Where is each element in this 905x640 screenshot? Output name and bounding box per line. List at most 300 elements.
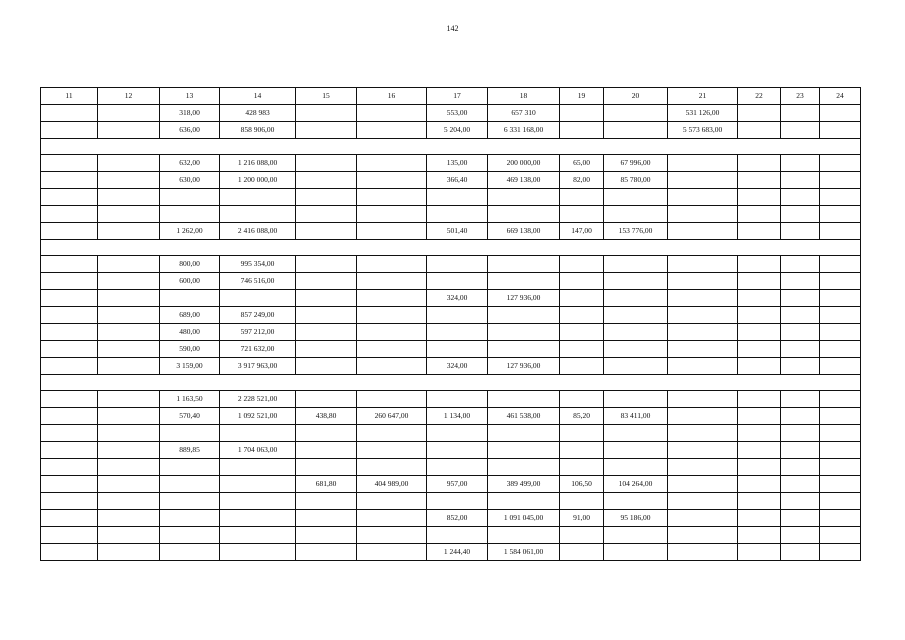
table-cell <box>160 425 220 442</box>
table-cell <box>738 493 781 510</box>
table-cell: 2 228 521,00 <box>220 391 296 408</box>
table-cell <box>220 206 296 223</box>
table-cell <box>820 358 861 375</box>
table-cell <box>560 307 604 324</box>
table-cell <box>98 341 160 358</box>
table-cell <box>98 273 160 290</box>
table-cell: 2 416 088,00 <box>220 223 296 240</box>
table-cell: 3 159,00 <box>160 358 220 375</box>
table-row <box>41 425 861 442</box>
table-cell <box>560 256 604 273</box>
table-cell <box>357 324 427 341</box>
table-cell <box>41 223 98 240</box>
column-header-13: 13 <box>160 88 220 105</box>
table-cell <box>738 223 781 240</box>
table-cell <box>427 425 488 442</box>
table-row <box>41 391 861 408</box>
table-row <box>41 206 861 223</box>
table-cell: 135,00 <box>427 155 488 172</box>
table-cell <box>560 527 604 544</box>
section-separator-row <box>41 139 861 155</box>
table-cell <box>820 307 861 324</box>
table-cell <box>427 273 488 290</box>
table-cell <box>668 341 738 358</box>
table-cell <box>41 105 98 122</box>
table-cell <box>160 290 220 307</box>
table-cell: 85 780,00 <box>604 172 668 189</box>
table-cell <box>560 391 604 408</box>
table-cell <box>738 544 781 561</box>
table-cell <box>41 172 98 189</box>
table-cell <box>604 527 668 544</box>
table-cell <box>41 476 98 493</box>
table-cell: 531 126,00 <box>668 105 738 122</box>
table-cell: 260 647,00 <box>357 408 427 425</box>
table-cell <box>357 189 427 206</box>
table-cell <box>738 155 781 172</box>
table-cell <box>41 290 98 307</box>
table-cell <box>357 223 427 240</box>
table-cell <box>41 459 98 476</box>
table-row <box>41 341 861 358</box>
table-cell: 957,00 <box>427 476 488 493</box>
table-cell <box>781 476 820 493</box>
table-cell <box>357 391 427 408</box>
table-cell: 480,00 <box>160 324 220 341</box>
table-cell <box>604 122 668 139</box>
column-header-17: 17 <box>427 88 488 105</box>
column-header-15: 15 <box>296 88 357 105</box>
table-cell: 153 776,00 <box>604 223 668 240</box>
table-cell: 104 264,00 <box>604 476 668 493</box>
table-cell: 1 216 088,00 <box>220 155 296 172</box>
table-cell <box>488 493 560 510</box>
table-cell <box>357 155 427 172</box>
table-row <box>41 105 861 122</box>
table-cell <box>781 324 820 341</box>
table-row <box>41 358 861 375</box>
table-cell <box>488 256 560 273</box>
table-cell <box>41 189 98 206</box>
table-cell <box>98 189 160 206</box>
table-cell <box>220 290 296 307</box>
table-row <box>41 442 861 459</box>
table-cell <box>781 307 820 324</box>
data-table <box>40 87 861 561</box>
table-cell <box>820 122 861 139</box>
table-cell: 147,00 <box>560 223 604 240</box>
table-cell <box>738 256 781 273</box>
table-cell <box>820 544 861 561</box>
table-cell <box>296 341 357 358</box>
column-header-16: 16 <box>357 88 427 105</box>
table-cell <box>488 273 560 290</box>
table-cell: 721 632,00 <box>220 341 296 358</box>
table-cell <box>160 493 220 510</box>
table-cell <box>820 391 861 408</box>
table-cell <box>98 493 160 510</box>
table-cell: 1 704 063,00 <box>220 442 296 459</box>
table-cell <box>781 527 820 544</box>
table-cell: 67 996,00 <box>604 155 668 172</box>
page-number: 142 <box>446 24 459 33</box>
table-cell <box>668 155 738 172</box>
table-cell <box>296 122 357 139</box>
table-cell: 889,85 <box>160 442 220 459</box>
table-cell <box>41 493 98 510</box>
table-cell <box>98 324 160 341</box>
table-cell <box>781 105 820 122</box>
table-cell: 389 499,00 <box>488 476 560 493</box>
table-cell <box>781 459 820 476</box>
table-cell <box>160 206 220 223</box>
table-cell: 600,00 <box>160 273 220 290</box>
table-cell <box>668 408 738 425</box>
table-cell <box>738 391 781 408</box>
table-cell: 657 310 <box>488 105 560 122</box>
table-cell <box>604 189 668 206</box>
table-cell <box>296 290 357 307</box>
table-cell: 746 516,00 <box>220 273 296 290</box>
table-cell <box>604 391 668 408</box>
table-cell <box>160 476 220 493</box>
table-cell <box>668 290 738 307</box>
table-cell <box>604 493 668 510</box>
table-cell <box>296 223 357 240</box>
table-cell <box>738 358 781 375</box>
table-cell: 1 200 000,00 <box>220 172 296 189</box>
table-cell <box>738 206 781 223</box>
table-cell <box>560 290 604 307</box>
table-cell <box>41 206 98 223</box>
column-header-20: 20 <box>604 88 668 105</box>
table-cell: 570,40 <box>160 408 220 425</box>
table-cell <box>98 358 160 375</box>
table-cell <box>668 510 738 527</box>
table-cell <box>604 544 668 561</box>
table-cell: 5 573 683,00 <box>668 122 738 139</box>
table-cell <box>427 442 488 459</box>
table-cell <box>41 408 98 425</box>
table-cell: 857 249,00 <box>220 307 296 324</box>
table-cell <box>738 105 781 122</box>
table-cell <box>296 155 357 172</box>
table-cell <box>820 273 861 290</box>
table-cell <box>357 510 427 527</box>
table-cell: 6 331 168,00 <box>488 122 560 139</box>
table-row <box>41 493 861 510</box>
table-cell <box>41 273 98 290</box>
table-cell <box>781 172 820 189</box>
column-header-row <box>41 88 861 105</box>
table-cell <box>820 425 861 442</box>
table-cell <box>160 189 220 206</box>
table-cell <box>604 358 668 375</box>
column-header-21: 21 <box>668 88 738 105</box>
table-cell <box>738 476 781 493</box>
table-cell <box>820 442 861 459</box>
table-cell <box>98 155 160 172</box>
table-cell <box>296 358 357 375</box>
table-cell <box>357 122 427 139</box>
table-cell <box>738 527 781 544</box>
table-cell <box>160 459 220 476</box>
table-cell: 106,50 <box>560 476 604 493</box>
table-cell: 858 906,00 <box>220 122 296 139</box>
table-cell <box>98 172 160 189</box>
table-cell: 800,00 <box>160 256 220 273</box>
table-cell: 318,00 <box>160 105 220 122</box>
table-cell <box>668 358 738 375</box>
table-cell <box>668 206 738 223</box>
table-cell <box>668 307 738 324</box>
table-cell <box>820 510 861 527</box>
table-cell <box>296 307 357 324</box>
table-cell <box>357 273 427 290</box>
table-cell <box>296 324 357 341</box>
table-cell: 3 917 963,00 <box>220 358 296 375</box>
table-row <box>41 189 861 206</box>
table-cell <box>357 172 427 189</box>
table-cell <box>781 223 820 240</box>
table-cell <box>738 172 781 189</box>
table-cell: 91,00 <box>560 510 604 527</box>
column-header-14: 14 <box>220 88 296 105</box>
table-cell <box>160 510 220 527</box>
table-cell <box>41 425 98 442</box>
table-cell <box>296 510 357 527</box>
table-cell <box>488 307 560 324</box>
table-cell <box>604 105 668 122</box>
table-cell <box>738 273 781 290</box>
table-cell: 995 354,00 <box>220 256 296 273</box>
table-cell <box>296 527 357 544</box>
table-cell <box>41 391 98 408</box>
table-cell <box>738 442 781 459</box>
table-cell <box>98 544 160 561</box>
table-cell <box>781 273 820 290</box>
table-cell: 95 186,00 <box>604 510 668 527</box>
table-cell <box>738 510 781 527</box>
table-cell <box>668 324 738 341</box>
table-cell <box>98 459 160 476</box>
table-cell <box>668 223 738 240</box>
table-cell <box>668 391 738 408</box>
table-cell <box>560 358 604 375</box>
table-cell <box>604 256 668 273</box>
table-cell <box>427 341 488 358</box>
table-cell: 553,00 <box>427 105 488 122</box>
table-cell <box>296 105 357 122</box>
table-cell <box>820 341 861 358</box>
table-body <box>41 105 861 561</box>
table-cell <box>560 425 604 442</box>
table-cell <box>820 256 861 273</box>
separator-cell <box>41 375 861 391</box>
table-cell <box>668 544 738 561</box>
table-cell <box>220 425 296 442</box>
table-cell <box>820 324 861 341</box>
table-cell <box>488 206 560 223</box>
table-cell <box>820 408 861 425</box>
table-cell <box>41 307 98 324</box>
table-cell <box>604 206 668 223</box>
table-cell <box>98 105 160 122</box>
table-cell <box>820 189 861 206</box>
table-cell <box>560 122 604 139</box>
table-cell <box>296 273 357 290</box>
table-cell <box>98 425 160 442</box>
table-cell: 632,00 <box>160 155 220 172</box>
table-cell <box>296 544 357 561</box>
table-cell <box>781 341 820 358</box>
table-cell <box>357 358 427 375</box>
column-header-12: 12 <box>98 88 160 105</box>
table-cell <box>98 256 160 273</box>
table-cell <box>427 307 488 324</box>
table-cell <box>781 391 820 408</box>
table-cell <box>668 442 738 459</box>
table-cell <box>296 189 357 206</box>
table-cell <box>668 256 738 273</box>
table-row <box>41 155 861 172</box>
table-row <box>41 324 861 341</box>
table-cell: 636,00 <box>160 122 220 139</box>
table-cell <box>604 442 668 459</box>
table-cell <box>357 105 427 122</box>
table-row <box>41 122 861 139</box>
table-cell <box>98 391 160 408</box>
table-cell <box>98 290 160 307</box>
table-cell <box>98 122 160 139</box>
table-cell <box>820 105 861 122</box>
table-cell <box>781 189 820 206</box>
column-header-22: 22 <box>738 88 781 105</box>
table-cell <box>820 206 861 223</box>
table-cell <box>738 122 781 139</box>
table-cell <box>781 358 820 375</box>
table-cell <box>98 527 160 544</box>
table-cell <box>604 273 668 290</box>
table-cell <box>220 459 296 476</box>
table-cell: 404 989,00 <box>357 476 427 493</box>
table-cell <box>738 189 781 206</box>
table-cell <box>668 527 738 544</box>
table-cell <box>781 290 820 307</box>
table-cell <box>220 510 296 527</box>
table-cell <box>427 527 488 544</box>
table-cell <box>160 544 220 561</box>
table-cell <box>668 425 738 442</box>
table-cell: 689,00 <box>160 307 220 324</box>
table-cell <box>357 256 427 273</box>
table-cell <box>357 459 427 476</box>
table-cell <box>357 341 427 358</box>
table-cell <box>604 290 668 307</box>
table-cell <box>41 442 98 459</box>
table-row <box>41 172 861 189</box>
column-header-11: 11 <box>41 88 98 105</box>
table-cell <box>488 341 560 358</box>
table-cell <box>668 459 738 476</box>
table-cell: 1 163,50 <box>160 391 220 408</box>
table-cell <box>488 527 560 544</box>
table-cell <box>560 442 604 459</box>
table-cell <box>738 324 781 341</box>
separator-cell <box>41 240 861 256</box>
table-cell <box>357 206 427 223</box>
table-row <box>41 459 861 476</box>
table-row <box>41 307 861 324</box>
table-cell <box>781 155 820 172</box>
table-cell <box>781 510 820 527</box>
table-cell <box>488 425 560 442</box>
table-cell: 1 092 521,00 <box>220 408 296 425</box>
table-cell <box>668 476 738 493</box>
table-cell <box>820 172 861 189</box>
table-cell: 85,20 <box>560 408 604 425</box>
table-cell <box>98 307 160 324</box>
table-cell <box>604 459 668 476</box>
table-cell: 366,40 <box>427 172 488 189</box>
table-cell <box>560 324 604 341</box>
table-cell <box>560 341 604 358</box>
table-cell <box>668 172 738 189</box>
table-cell <box>820 476 861 493</box>
table-cell <box>41 544 98 561</box>
table-cell <box>604 307 668 324</box>
table-cell <box>604 324 668 341</box>
table-cell: 1 244,40 <box>427 544 488 561</box>
section-separator-row <box>41 375 861 391</box>
table-cell <box>41 256 98 273</box>
table-cell <box>781 544 820 561</box>
table-cell: 852,00 <box>427 510 488 527</box>
table-cell <box>220 476 296 493</box>
table-cell <box>427 324 488 341</box>
table-cell <box>738 425 781 442</box>
table-cell <box>781 493 820 510</box>
table-cell <box>41 122 98 139</box>
table-cell <box>357 307 427 324</box>
column-header-23: 23 <box>781 88 820 105</box>
table-cell <box>296 459 357 476</box>
section-separator-row <box>41 240 861 256</box>
table-cell <box>220 493 296 510</box>
table-cell <box>488 442 560 459</box>
table-cell <box>781 122 820 139</box>
table-cell <box>357 493 427 510</box>
table-row <box>41 256 861 273</box>
table-cell <box>357 544 427 561</box>
table-cell <box>820 459 861 476</box>
table-cell <box>296 391 357 408</box>
table-cell: 5 204,00 <box>427 122 488 139</box>
table-cell: 597 212,00 <box>220 324 296 341</box>
table-cell: 1 262,00 <box>160 223 220 240</box>
table-cell <box>41 358 98 375</box>
table-cell <box>427 206 488 223</box>
table-cell: 82,00 <box>560 172 604 189</box>
table-cell <box>781 206 820 223</box>
table-cell: 83 411,00 <box>604 408 668 425</box>
table-cell: 65,00 <box>560 155 604 172</box>
table-cell: 127 936,00 <box>488 358 560 375</box>
table-cell <box>296 425 357 442</box>
table-cell: 681,80 <box>296 476 357 493</box>
table-cell <box>220 527 296 544</box>
table-cell <box>738 290 781 307</box>
